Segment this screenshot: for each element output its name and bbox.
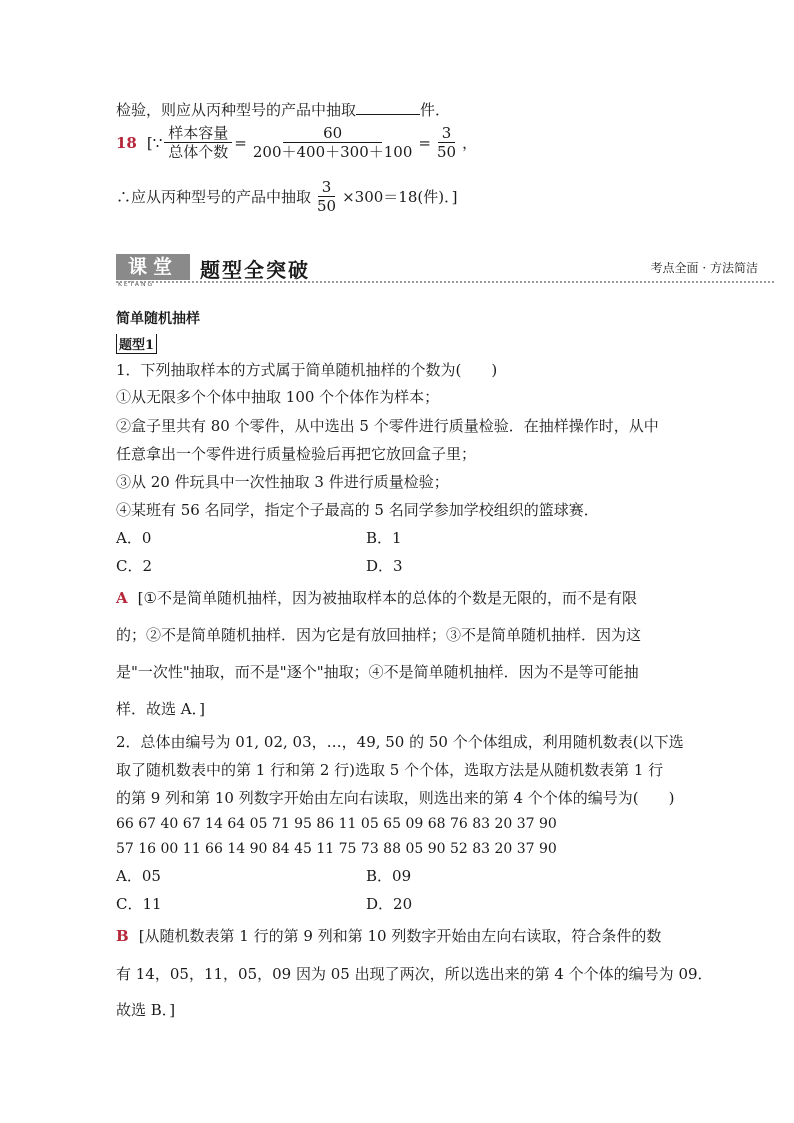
q1-item: ②盒子里共有 80 个零件，从中选出 5 个零件进行质量检验．在抽样操作时，从中 [116,417,659,435]
top-line3 [116,178,457,215]
q1-option-b: B．1 [366,529,402,547]
divider [116,281,774,283]
fraction-num: 样本容量 [164,124,232,143]
q1-explain-line: 的；②不是简单随机抽样．因为它是有放回抽样；③不是简单随机抽样．因为这 [116,626,642,644]
banner-title: 题型全突破 [200,258,310,282]
fraction-den: 总体个数 [168,143,229,161]
fraction-den: 200＋400＋300＋100 [252,143,413,161]
q2-stem-line: 取了随机数表中的第 1 行和第 2 行)选取 5 个个体，选取方法是从随机数表第 1 行 [116,761,664,779]
fraction-3-over-50 [313,178,340,215]
q1-option-a: A．0 [116,529,152,547]
q2-explain-line [116,926,661,946]
fraction-num: 3 [438,124,456,143]
q1-stem: 1．下列抽取样本的方式属于简单随机抽样的个数为( ) [116,361,498,379]
section-title: 简单随机抽样 [116,311,200,327]
q2-option-d: D．20 [366,895,413,913]
text: 件． [420,101,451,119]
top-solution-line [116,124,477,161]
q2-stem-line: 的第 9 列和第 10 列数字开始由左向右读取，则选出来的第 4 个个体的编号为( ) [116,789,675,807]
equals: = [234,133,247,152]
fraction-num: 60 [283,124,382,143]
fraction-den: 50 [317,197,337,215]
q1-answer: A [116,589,128,607]
text: ∴应从丙种型号的产品中抽取 [116,187,312,206]
q2-explain-line: 故选 B．] [116,1001,176,1019]
equals: = [418,133,431,152]
random-table-row-1: 66 67 40 67 14 64 05 71 95 86 11 05 65 09 68 76 83 20 37 90 [116,816,557,832]
q1-option-d: D．3 [366,557,403,575]
text: [∵ [146,133,163,152]
q1-explain-line [116,588,637,608]
banner-sub: KETANG [118,281,155,288]
fraction-num: 3 [318,178,336,197]
q2-option-a: A．05 [116,867,161,885]
banner-right-text: 考点全面 · 方法简洁 [650,261,758,275]
fraction-den: 50 [436,143,457,161]
text: ×300＝18(件)．] [342,187,458,206]
text: 检验，则应从丙种型号的产品中抽取 [116,101,357,119]
text: ， [462,133,478,152]
answer-label: 18 [116,133,137,152]
fraction-3-over-50 [433,124,460,161]
q2-stem-line: 2．总体由编号为 01, 02, 03，…，49, 50 的 50 个个体组成，利用随机数表(以下选 [116,733,684,751]
q2-option-b: B．09 [366,867,412,885]
q1-item: ④某班有 56 名同学，指定个子最高的 5 名同学参加学校组织的篮球赛． [116,501,599,519]
random-table-row-2: 57 16 00 11 66 14 90 84 45 11 75 73 88 05 90 52 83 20 37 90 [116,841,557,857]
answer-blank [356,100,420,115]
q1-explain-line: 是"一次性"抽取，而不是"逐个"抽取；④不是简单随机抽样．因为不是等可能抽 [116,663,639,681]
question-type-tag: 题型1 [116,334,157,354]
q1-item: ③从 20 件玩具中一次性抽取 3 件进行质量检验； [116,473,449,491]
text: [从随机数表第 1 行的第 9 列和第 10 列数字开始由左向右读取，符合条件的数 [138,927,662,945]
top-line1 [116,100,450,120]
q1-explain-line: 样．故选 A．] [116,700,205,718]
fraction-sample-over-total [164,124,232,161]
q1-item: 任意拿出一个零件进行质量检验后再把它放回盒子里； [116,445,477,463]
q1-option-c: C．2 [116,557,153,575]
text: [①不是简单随机抽样，因为被抽取样本的总体的个数是无限的，而不是有限 [137,589,637,607]
banner-box: 课堂 [116,254,190,280]
fraction-60-over-sum [249,124,417,161]
q2-explain-line: 有 14，05，11，05，09 因为 05 出现了两次，所以选出来的第 4 个个体的编号为 09． [116,965,713,983]
q2-option-c: C．11 [116,895,162,913]
q2-answer: B [116,927,129,945]
q1-item: ①从无限多个个体中抽取 100 个个体作为样本； [116,388,440,406]
